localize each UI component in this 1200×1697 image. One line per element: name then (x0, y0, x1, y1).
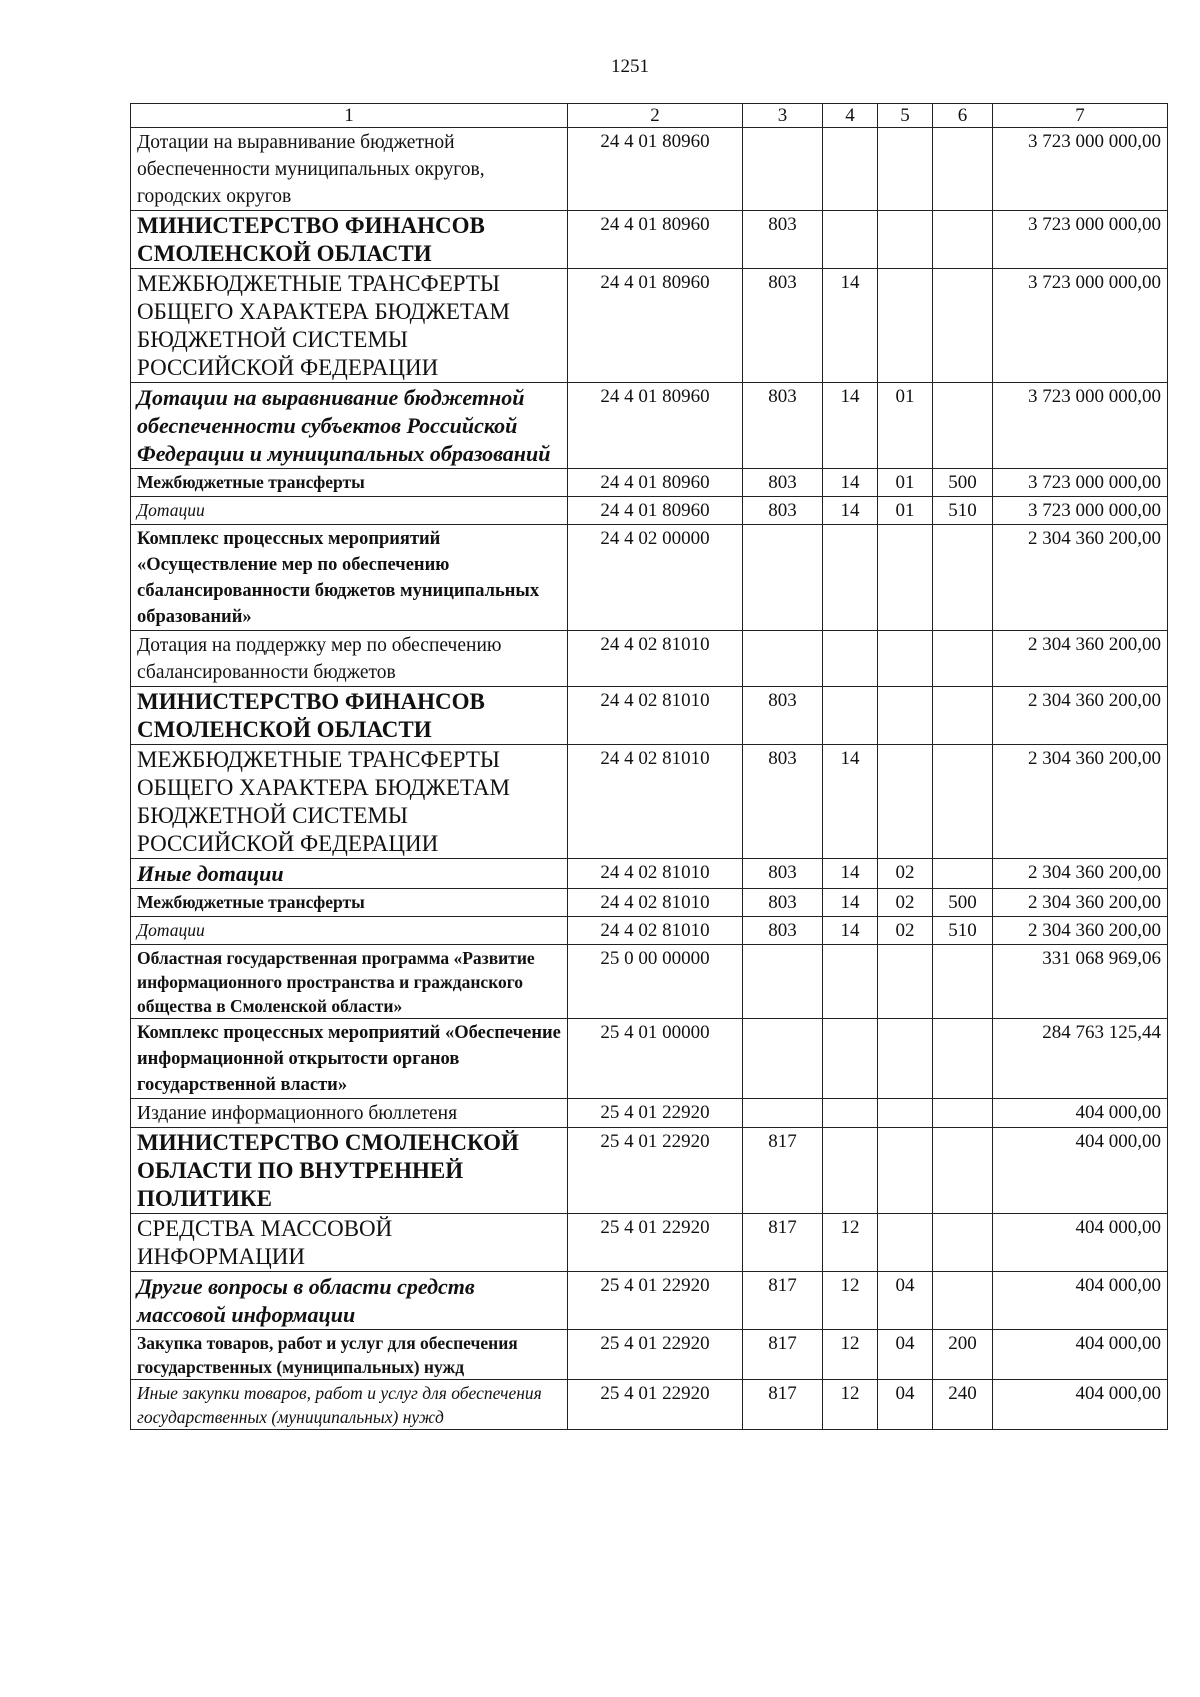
row-gr-cell (743, 525, 823, 631)
row-gr-cell: 803 (743, 687, 823, 745)
row-gr-cell: 803 (743, 469, 823, 497)
row-amount-cell: 331 068 969,06 (993, 945, 1168, 1019)
row-vr-cell (933, 631, 993, 687)
row-pr-cell: 04 (878, 1380, 933, 1430)
row-name-cell: МИНИСТЕРСТВО ФИНАНСОВ СМОЛЕНСКОЙ ОБЛАСТИ (131, 211, 568, 269)
table-row (131, 469, 1168, 497)
row-pr-cell: 01 (878, 497, 933, 525)
row-amount-cell: 2 304 360 200,00 (993, 859, 1168, 889)
column-header: 6 (933, 104, 993, 128)
row-rz-cell: 14 (823, 497, 878, 525)
row-code-cell: 24 4 01 80960 (568, 269, 743, 383)
row-name-cell: Комплекс процессных мероприятий «Осуществление мер по обеспечению сбалансированности бюджетов муниципальных образований» (131, 525, 568, 631)
row-pr-cell (878, 687, 933, 745)
row-amount-cell: 2 304 360 200,00 (993, 525, 1168, 631)
row-vr-cell (933, 1272, 993, 1330)
table-row (131, 745, 1168, 859)
row-code-cell: 24 4 01 80960 (568, 211, 743, 269)
row-name-cell: Дотации (131, 917, 568, 945)
row-vr-cell: 510 (933, 497, 993, 525)
row-vr-cell (933, 269, 993, 383)
table-row (131, 859, 1168, 889)
column-header: 2 (568, 104, 743, 128)
row-vr-cell (933, 1214, 993, 1272)
table-row (131, 1099, 1168, 1128)
row-pr-cell (878, 631, 933, 687)
row-amount-cell: 404 000,00 (993, 1128, 1168, 1214)
row-rz-cell: 14 (823, 745, 878, 859)
row-vr-cell (933, 745, 993, 859)
row-gr-cell: 803 (743, 889, 823, 917)
row-code-cell: 24 4 02 81010 (568, 889, 743, 917)
row-amount-cell: 2 304 360 200,00 (993, 745, 1168, 859)
row-gr-cell (743, 631, 823, 687)
row-name-cell: МИНИСТЕРСТВО СМОЛЕНСКОЙ ОБЛАСТИ ПО ВНУТРЕННЕЙ ПОЛИТИКЕ (131, 1128, 568, 1214)
row-pr-cell: 04 (878, 1330, 933, 1380)
column-header: 5 (878, 104, 933, 128)
column-header: 7 (993, 104, 1168, 128)
row-rz-cell: 14 (823, 859, 878, 889)
row-vr-cell: 240 (933, 1380, 993, 1430)
row-code-cell: 25 4 01 22920 (568, 1330, 743, 1380)
row-code-cell: 24 4 01 80960 (568, 497, 743, 525)
row-rz-cell (823, 631, 878, 687)
row-pr-cell (878, 1019, 933, 1099)
row-vr-cell: 510 (933, 917, 993, 945)
row-name-cell: Областная государственная программа «Развитие информационного пространства и гражданского общества в Смоленской области» (131, 945, 568, 1019)
table-row (131, 211, 1168, 269)
budget-table (130, 103, 1168, 1430)
row-code-cell: 24 4 01 80960 (568, 469, 743, 497)
row-amount-cell: 404 000,00 (993, 1214, 1168, 1272)
row-code-cell: 24 4 02 81010 (568, 745, 743, 859)
row-amount-cell: 3 723 000 000,00 (993, 383, 1168, 469)
row-vr-cell (933, 1128, 993, 1214)
row-vr-cell (933, 859, 993, 889)
row-name-cell: Дотации (131, 497, 568, 525)
row-name-cell: Дотации на выравнивание бюджетной обеспеченности муниципальных округов, городских округов (131, 128, 568, 211)
row-rz-cell: 12 (823, 1272, 878, 1330)
table-row (131, 917, 1168, 945)
row-rz-cell: 12 (823, 1330, 878, 1380)
row-amount-cell: 404 000,00 (993, 1099, 1168, 1128)
row-name-cell: Дотация на поддержку мер по обеспечению сбалансированности бюджетов (131, 631, 568, 687)
row-name-cell: Другие вопросы в области средств массовой информации (131, 1272, 568, 1330)
row-rz-cell: 14 (823, 889, 878, 917)
row-name-cell: Дотации на выравнивание бюджетной обеспеченности субъектов Российской Федерации и муниципальных образований (131, 383, 568, 469)
row-name-cell: МЕЖБЮДЖЕТНЫЕ ТРАНСФЕРТЫ ОБЩЕГО ХАРАКТЕРА БЮДЖЕТАМ БЮДЖЕТНОЙ СИСТЕМЫ РОССИЙСКОЙ ФЕДЕРАЦИИ (131, 745, 568, 859)
row-code-cell: 24 4 02 00000 (568, 525, 743, 631)
row-rz-cell (823, 211, 878, 269)
row-gr-cell (743, 128, 823, 211)
row-gr-cell (743, 1019, 823, 1099)
row-amount-cell: 3 723 000 000,00 (993, 497, 1168, 525)
row-gr-cell: 803 (743, 383, 823, 469)
row-rz-cell: 12 (823, 1214, 878, 1272)
row-gr-cell: 817 (743, 1380, 823, 1430)
row-pr-cell (878, 1214, 933, 1272)
column-header: 4 (823, 104, 878, 128)
row-amount-cell: 404 000,00 (993, 1272, 1168, 1330)
table-row (131, 1272, 1168, 1330)
row-gr-cell: 803 (743, 859, 823, 889)
row-amount-cell: 2 304 360 200,00 (993, 631, 1168, 687)
row-name-cell: МИНИСТЕРСТВО ФИНАНСОВ СМОЛЕНСКОЙ ОБЛАСТИ (131, 687, 568, 745)
row-code-cell: 24 4 02 81010 (568, 917, 743, 945)
row-rz-cell: 14 (823, 269, 878, 383)
row-rz-cell: 14 (823, 917, 878, 945)
row-amount-cell: 284 763 125,44 (993, 1019, 1168, 1099)
table-row (131, 1330, 1168, 1380)
row-amount-cell: 2 304 360 200,00 (993, 687, 1168, 745)
row-rz-cell (823, 525, 878, 631)
row-pr-cell (878, 945, 933, 1019)
row-code-cell: 24 4 02 81010 (568, 687, 743, 745)
row-code-cell: 25 4 01 22920 (568, 1214, 743, 1272)
row-pr-cell: 02 (878, 889, 933, 917)
row-rz-cell: 12 (823, 1380, 878, 1430)
row-vr-cell (933, 211, 993, 269)
row-name-cell: Иные закупки товаров, работ и услуг для обеспечения государственных (муниципальных) нужд (131, 1380, 568, 1430)
table-row (131, 497, 1168, 525)
page-number: 1251 (611, 56, 649, 77)
column-number-header-row (131, 104, 1168, 128)
row-pr-cell (878, 269, 933, 383)
table-row (131, 889, 1168, 917)
table-row (131, 128, 1168, 211)
row-code-cell: 25 4 01 22920 (568, 1099, 743, 1128)
row-rz-cell (823, 128, 878, 211)
row-amount-cell: 3 723 000 000,00 (993, 269, 1168, 383)
row-name-cell: Издание информационного бюллетеня (131, 1099, 568, 1128)
table-row (131, 1214, 1168, 1272)
row-name-cell: Закупка товаров, работ и услуг для обеспечения государственных (муниципальных) нужд (131, 1330, 568, 1380)
row-name-cell: Межбюджетные трансферты (131, 469, 568, 497)
row-pr-cell: 04 (878, 1272, 933, 1330)
row-rz-cell (823, 945, 878, 1019)
row-vr-cell: 500 (933, 889, 993, 917)
row-vr-cell (933, 1019, 993, 1099)
row-vr-cell: 200 (933, 1330, 993, 1380)
row-rz-cell (823, 687, 878, 745)
row-code-cell: 25 0 00 00000 (568, 945, 743, 1019)
table-row (131, 631, 1168, 687)
column-header: 3 (743, 104, 823, 128)
row-rz-cell (823, 1128, 878, 1214)
row-name-cell: МЕЖБЮДЖЕТНЫЕ ТРАНСФЕРТЫ ОБЩЕГО ХАРАКТЕРА БЮДЖЕТАМ БЮДЖЕТНОЙ СИСТЕМЫ РОССИЙСКОЙ ФЕДЕРАЦИИ (131, 269, 568, 383)
row-name-cell: Комплекс процессных мероприятий «Обеспечение информационной открытости органов государственной власти» (131, 1019, 568, 1099)
row-gr-cell: 817 (743, 1330, 823, 1380)
row-amount-cell: 2 304 360 200,00 (993, 917, 1168, 945)
row-code-cell: 25 4 01 22920 (568, 1128, 743, 1214)
row-gr-cell: 803 (743, 269, 823, 383)
row-rz-cell: 14 (823, 469, 878, 497)
table-body (131, 128, 1168, 1430)
row-rz-cell: 14 (823, 383, 878, 469)
row-pr-cell (878, 128, 933, 211)
row-vr-cell (933, 687, 993, 745)
row-vr-cell (933, 1099, 993, 1128)
row-pr-cell: 01 (878, 383, 933, 469)
row-pr-cell (878, 525, 933, 631)
row-amount-cell: 3 723 000 000,00 (993, 469, 1168, 497)
row-code-cell: 25 4 01 22920 (568, 1272, 743, 1330)
row-rz-cell (823, 1019, 878, 1099)
row-amount-cell: 3 723 000 000,00 (993, 128, 1168, 211)
row-pr-cell: 01 (878, 469, 933, 497)
row-gr-cell: 803 (743, 917, 823, 945)
row-amount-cell: 404 000,00 (993, 1380, 1168, 1430)
row-rz-cell (823, 1099, 878, 1128)
row-gr-cell: 817 (743, 1272, 823, 1330)
row-name-cell: СРЕДСТВА МАССОВОЙ ИНФОРМАЦИИ (131, 1214, 568, 1272)
row-vr-cell: 500 (933, 469, 993, 497)
row-gr-cell: 803 (743, 211, 823, 269)
row-code-cell: 24 4 01 80960 (568, 383, 743, 469)
column-header: 1 (131, 104, 568, 128)
table-row (131, 525, 1168, 631)
row-amount-cell: 2 304 360 200,00 (993, 889, 1168, 917)
row-gr-cell (743, 1099, 823, 1128)
row-vr-cell (933, 945, 993, 1019)
row-pr-cell: 02 (878, 859, 933, 889)
row-name-cell: Межбюджетные трансферты (131, 889, 568, 917)
row-gr-cell (743, 945, 823, 1019)
row-code-cell: 25 4 01 00000 (568, 1019, 743, 1099)
row-pr-cell (878, 745, 933, 859)
table-row (131, 383, 1168, 469)
row-gr-cell: 803 (743, 497, 823, 525)
row-pr-cell (878, 1099, 933, 1128)
row-vr-cell (933, 525, 993, 631)
table-row (131, 269, 1168, 383)
table-row (131, 1380, 1168, 1430)
row-pr-cell (878, 211, 933, 269)
table-row (131, 945, 1168, 1019)
row-name-cell: Иные дотации (131, 859, 568, 889)
row-gr-cell: 803 (743, 745, 823, 859)
row-vr-cell (933, 383, 993, 469)
table-row (131, 687, 1168, 745)
row-code-cell: 25 4 01 22920 (568, 1380, 743, 1430)
table-row (131, 1128, 1168, 1214)
row-code-cell: 24 4 02 81010 (568, 859, 743, 889)
row-pr-cell (878, 1128, 933, 1214)
row-pr-cell: 02 (878, 917, 933, 945)
row-gr-cell: 817 (743, 1214, 823, 1272)
table-row (131, 1019, 1168, 1099)
row-gr-cell: 817 (743, 1128, 823, 1214)
row-amount-cell: 3 723 000 000,00 (993, 211, 1168, 269)
row-code-cell: 24 4 01 80960 (568, 128, 743, 211)
row-code-cell: 24 4 02 81010 (568, 631, 743, 687)
row-vr-cell (933, 128, 993, 211)
row-amount-cell: 404 000,00 (993, 1330, 1168, 1380)
